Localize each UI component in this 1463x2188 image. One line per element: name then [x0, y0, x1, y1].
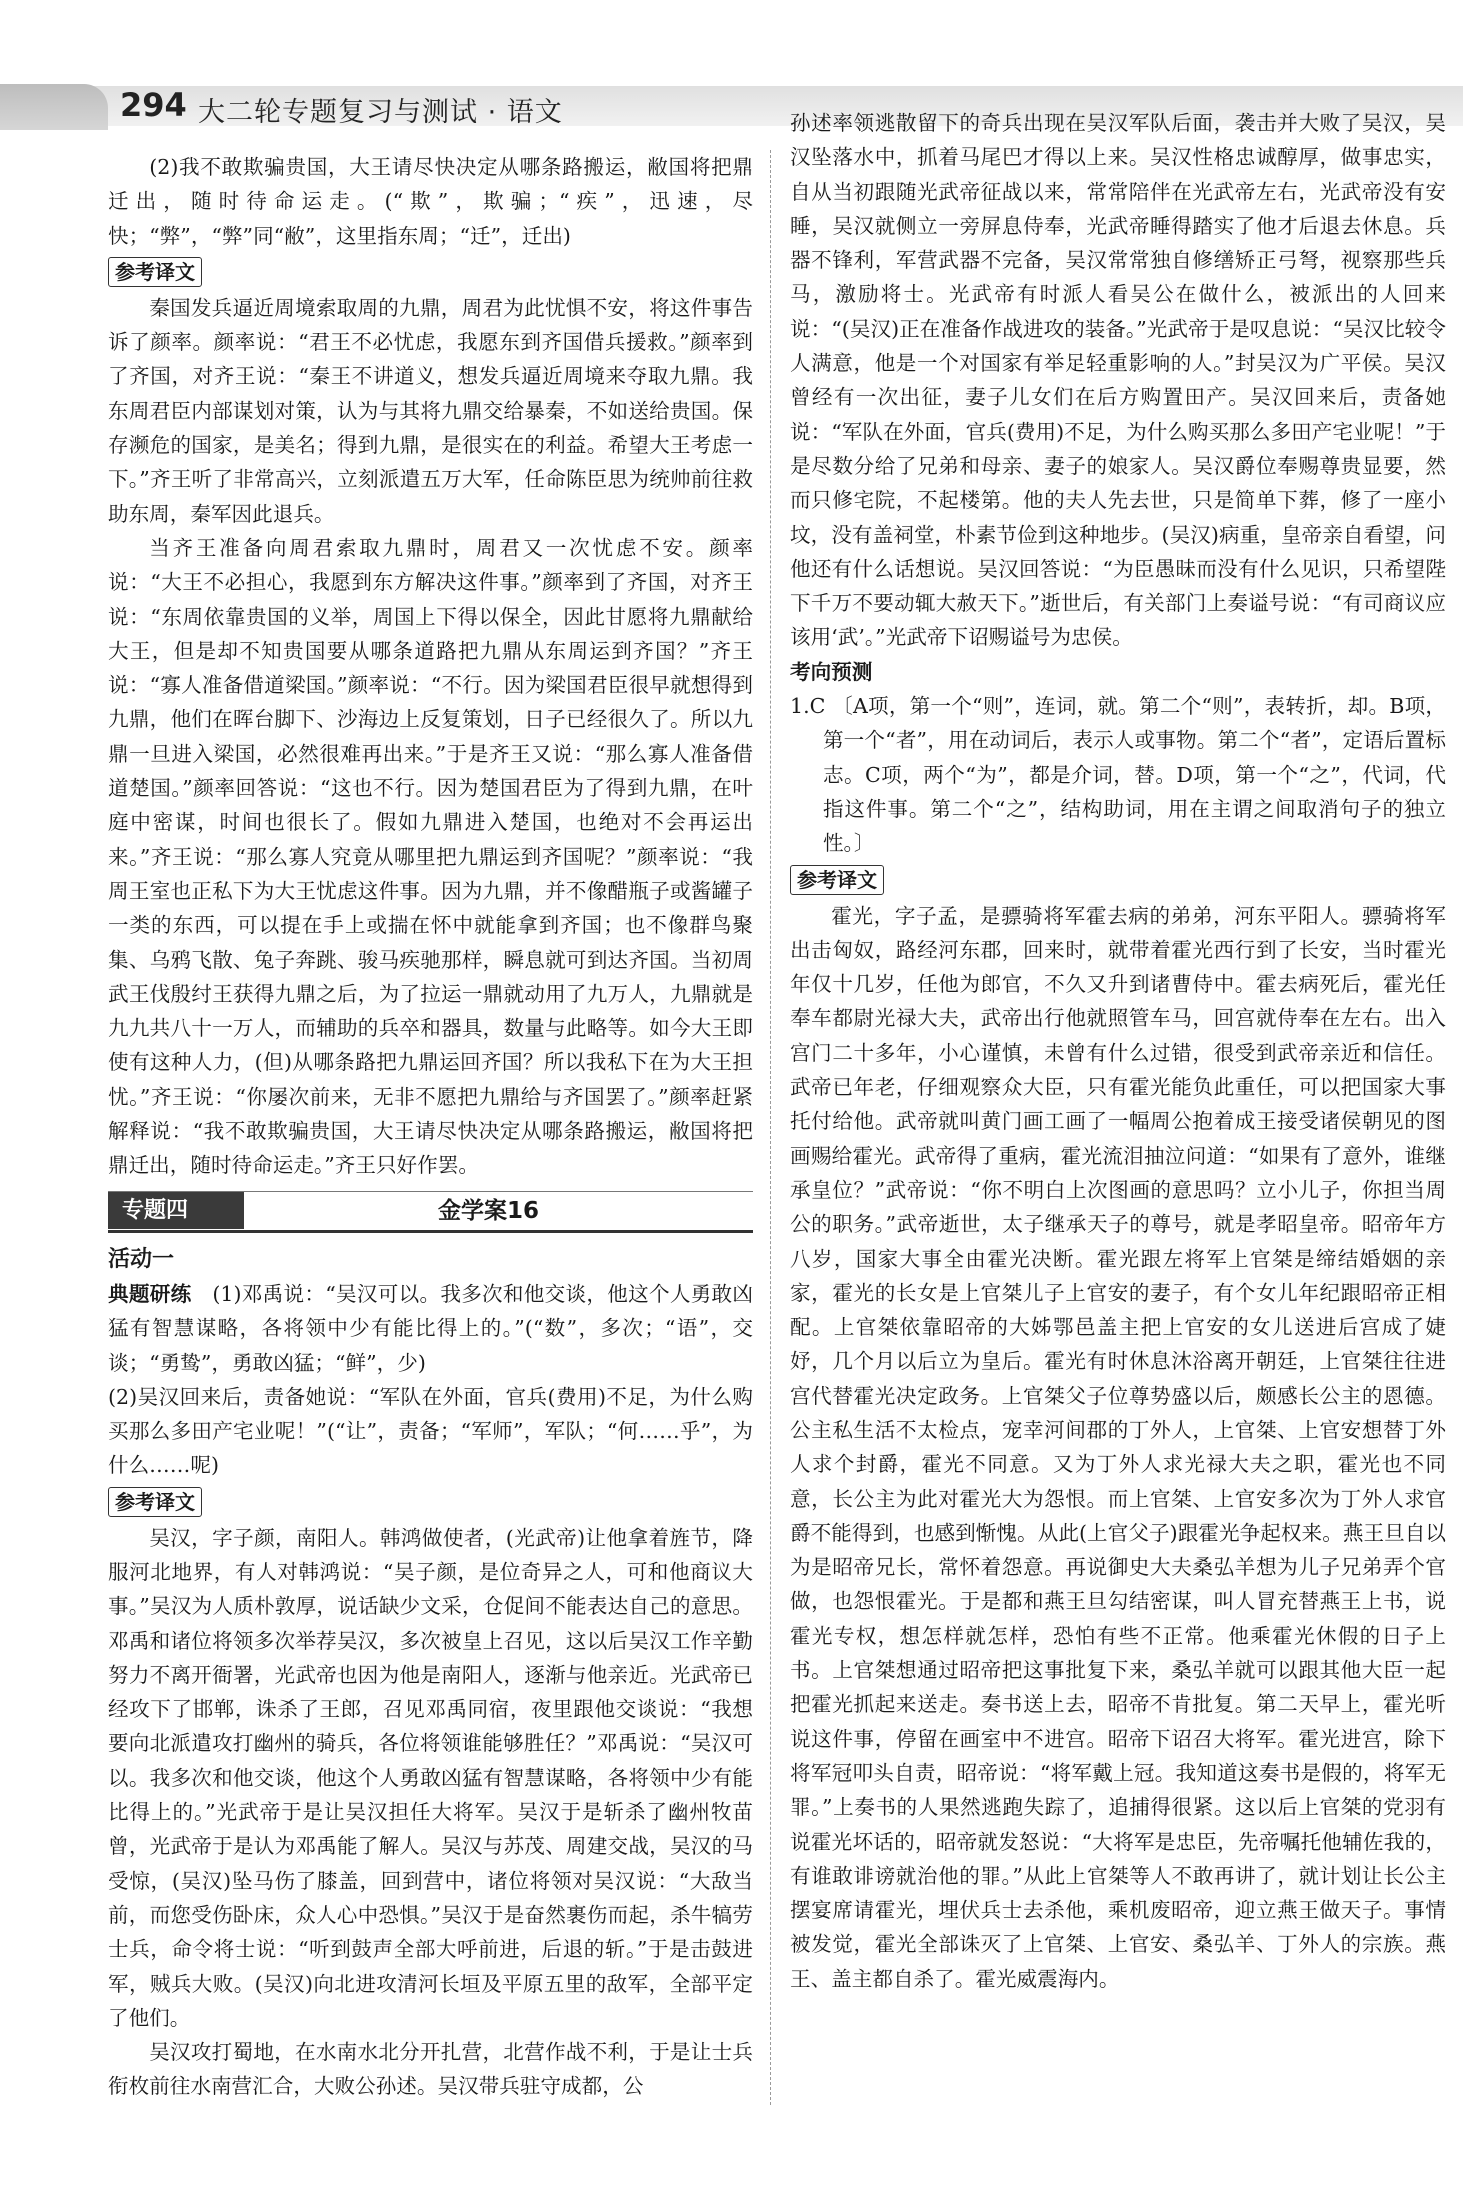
book-title: 大二轮专题复习与测试 · 语文 — [198, 97, 563, 128]
activity-heading: 活动一 — [108, 1246, 175, 1272]
translation-paragraph: 秦国发兵逼近周境索取周的九鼎，周君为此忧惧不安，将这件事告诉了颜率。颜率说：“君王不必忧虑，我愿东到齐国借兵援救。”颜率到了齐国，对齐王说：“秦王不讲道义，想发兵逼近周境来夺取九鼎。我东周君臣内部谋划对策，认为与其将九鼎交给暴秦，不如送给贵国。保存濒危的国家，是美名；得到九鼎，是很实在的利益。希望大王考虑一下。”齐王听了非常高兴，立刻派遣五万大军，任命陈臣思为统帅前往救助东周，秦军因此退兵。 — [108, 295, 753, 526]
right-column — [790, 106, 1446, 1996]
header-tab — [0, 84, 108, 130]
kaoxiang-heading: 考向预测 — [790, 659, 873, 684]
column-divider — [770, 150, 771, 2105]
translation-paragraph: 霍光，字子孟，是骠骑将军霍去病的弟弟，河东平阳人。骠骑将军出击匈奴，路经河东郡，回来时，就带着霍光西行到了长安，当时霍光年仅十几岁，任他为郎官，不久又升到诸曹侍中。霍去病死后，霍光任奉车都尉光禄大夫，武帝出行他就照管车马，回宫就侍奉在左右。出入宫门二十多年，小心谨慎，未曾有什么过错，很受到武帝亲近和信任。武帝已年老，仔细观察众大臣，只有霍光能负此重任，可以把国家大事托付给他。武帝就叫黄门画工画了一幅周公抱着成王接受诸侯朝见的图画赐给霍光。武帝得了重病，霍光流泪抽泣问道：“如果有了意外，谁继承皇位？”武帝说：“你不明白上次图画的意思吗？立小儿子，你担当周公的职务。”武帝逝世，太子继承天子的尊号，就是孝昭皇帝。昭帝年方八岁，国家大事全由霍光决断。霍光跟左将军上官桀是缔结婚姻的亲家，霍光的长女是上官桀儿子上官安的妻子，有个女儿年纪跟昭帝正相配。上官桀依靠昭帝的大姊鄂邑盖主把上官安的女儿送进后宫成了婕妤，几个月以后立为皇后。霍光有时休息沐浴离开朝廷，上官桀往往进宫代替霍光决定政务。上官桀父子位尊势盛以后，颇感长公主的恩德。公主私生活不太检点，宠幸河间郡的丁外人，上官桀、上官安想替丁外人求个封爵，霍光不同意。又为丁外人求光禄大夫之职，霍光也不同意，长公主为此对霍光大为怨恨。而上官桀、上官安多次为丁外人求官爵不能得到，也感到惭愧。从此(上官父子)跟霍光争起权来。燕王旦自以为是昭帝兄长，常怀着怨意。再说御史大夫桑弘羊想为儿子兄弟弄个官做，也怨恨霍光。于是都和燕王旦勾结密谋，叫人冒充替燕王上书，说霍光专权，想怎样就怎样，恐怕有些不正常。他乘霍光休假的日子上书。上官桀想通过昭帝把这事批复下来，桑弘羊就可以跟其他大臣一起把霍光抓起来送走。奏书送上去，昭帝不肯批复。第二天早上，霍光听说这件事，停留在画室中不进宫。昭帝下诏召大将军。霍光进宫，除下将军冠叩头自责，昭帝说：“将军戴上冠。我知道这奏书是假的，将军无罪。”上奏书的人果然逃跑失踪了，追捕得很紧。这以后上官桀的党羽有说霍光坏话的，昭帝就发怒说：“大将军是忠臣，先帝嘱托他辅佐我的，有谁敢诽谤就治他的罪。”从此上官桀等人不敢再讲了，就计划让长公主摆宴席请霍光，埋伏兵士去杀他，乘机废昭帝，迎立燕王做天子。事情被发觉，霍光全部诛灭了上官桀、上官安、桑弘羊、丁外人的宗族。燕王、盖主都自杀了。霍光威震海内。 — [790, 903, 1446, 1991]
reference-translation-tag: 参考译文 — [108, 1487, 202, 1517]
translation-paragraph: 当齐王准备向周君索取九鼎时，周君又一次忧虑不安。颜率说：“大王不必担心，我愿到东方解决这件事。”颜率到了齐国，对齐王说：“东周依靠贵国的义举，周国上下得以保全，因此甘愿将九鼎献给大王，但是却不知贵国要从哪条道路把九鼎从东周运到齐国？”齐王说：“寡人准备借道梁国。”颜率说：“不行。因为梁国君臣很早就想得到九鼎，他们在晖台脚下、沙海边上反复策划，日子已经很久了。所以九鼎一旦进入梁国，必然很难再出来。”于是齐王又说：“那么寡人准备借道楚国。”颜率回答说：“这也不行。因为楚国君臣为了得到九鼎，在叶庭中密谋，时间也很长了。假如九鼎进入楚国，也绝对不会再运出来。”齐王说：“那么寡人究竟从哪里把九鼎运到齐国呢？”颜率说：“我周王室也正私下为大王忧虑这件事。因为九鼎，并不像醋瓶子或酱罐子一类的东西，可以提在手上或揣在怀中就能拿到齐国；也不像群鸟聚集、乌鸦飞散、兔子奔跳、骏马疾驰那样，瞬息就可到达齐国。当初周武王伐殷纣王获得九鼎之后，为了拉运一鼎就动用了九万人，九鼎就是九九共八十一万人，而辅助的兵卒和器具，数量与此略等。如今大王即使有这种人力，(但)从哪条路把九鼎运回齐国？所以我私下在为大王担忧。”齐王说：“你屡次前来，无非不愿把九鼎给与齐国罢了。”颜率赶紧解释说：“我不敢欺骗贵国，大王请尽快决定从哪条路搬运，敝国将把鼎迁出，随时待命运走。”齐王只好作罢。 — [108, 535, 753, 1178]
answer-text: (1)邓禹说：“吴汉可以。我多次和他交谈，他这个人勇敢凶猛有智慧谋略，各将领中少有能比得上的。”(“数”，多次；“语”，交谈；“勇鸷”，勇敢凶猛；“鲜”，少) — [108, 1281, 754, 1375]
reference-translation-tag: 参考译文 — [108, 257, 202, 287]
section-subtitle: 金学案16 — [438, 1197, 540, 1224]
answer-paragraph — [108, 1277, 753, 1380]
translation-paragraph: 吴汉攻打蜀地，在水南水北分开扎营，北营作战不利，于是让士兵衔枚前往水南营汇合，大败公孙述。吴汉带兵驻守成都，公 — [108, 2040, 753, 2099]
section-badge: 专题四 — [108, 1192, 244, 1229]
translation-paragraph: 孙述率领逃散留下的奇兵出现在吴汉军队后面，袭击并大败了吴汉，吴汉坠落水中，抓着马尾巴才得以上来。吴汉性格忠诚醇厚，做事忠实，自从当初跟随光武帝征战以来，常常陪伴在光武帝左右，光武帝没有安睡，吴汉就侧立一旁屏息侍奉，光武帝睡得踏实了他才后退去休息。兵器不锋利，军营武器不完备，吴汉常常独自修缮矫正弓弩，视察那些兵马，激励将士。光武帝有时派人看吴公在做什么，被派出的人回来说：“(吴汉)正在准备作战进攻的装备。”光武帝于是叹息说：“吴汉比较令人满意，他是一个对国家有举足轻重影响的人。”封吴汉为广平侯。吴汉曾经有一次出征，妻子儿女们在后方购置田产。吴汉回来后，责备她说：“军队在外面，官兵(费用)不足，为什么购买那么多田产宅业呢！”于是尽数分给了兄弟和母亲、妻子的娘家人。吴汉爵位奉赐尊贵显要，然而只修宅院，不起楼第。他的夫人先去世，只是简单下葬，修了一座小坟，没有盖祠堂，朴素节俭到这种地步。(吴汉)病重，皇帝亲自看望，问他还有什么话想说。吴汉回答说：“为臣愚昧而没有什么见识，只希望陛下千万不要动辄大赦天下。”逝世后，有关部门上奏谥号说：“有司商议应该用‘武’。”光武帝下诏赐谥号为忠侯。 — [790, 111, 1446, 650]
translation-paragraph: 吴汉，字子颜，南阳人。韩鸿做使者，(光武帝)让他拿着旌节，降服河北地界，有人对韩鸿说：“吴子颜，是位奇异之人，可和他商议大事。”吴汉为人质朴敦厚，说话缺少文采，仓促间不能表达自己的意思。邓禹和诸位将领多次举荐吴汉，多次被皇上召见，这以后吴汉工作辛勤努力不离开衙署，光武帝也因为他是南阳人，逐渐与他亲近。光武帝已经攻下了邯郸，诛杀了王郎，召见邓禹同宿，夜里跟他交谈说：“我想要向北派遣攻打幽州的骑兵，各位将领谁能够胜任？”邓禹说：“吴汉可以。我多次和他交谈，他这个人勇敢凶猛有智慧谋略，各将领中少有能比得上的。”光武帝于是让吴汉担任大将军。吴汉于是斩杀了幽州牧苗曾，光武帝于是认为邓禹能了解人。吴汉与苏茂、周建交战，吴汉的马受惊，(吴汉)坠马伤了膝盖，回到营中，诸位将领对吴汉说：“大敌当前，而您受伤卧床，众人心中恐惧。”吴汉于是奋然裹伤而起，杀牛犒劳士兵，命令将士说：“听到鼓声全部大呼前进，后退的斩。”于是击鼓进军，贼兵大败。(吴汉)向北进攻清河长垣及平原五里的敌军，全部平定了他们。 — [108, 1525, 753, 2030]
typical-label: 典题研练 — [108, 1281, 192, 1306]
section-banner — [108, 1191, 753, 1233]
answer-paragraph: 1.C 〔A项，第一个“则”，连词，就。第二个“则”，表转折，却。B项，第一个“者”，用在动词后，表示人或事物。第二个“者”，定语后置标志。C项，两个“为”，都是介词，替。D项，第一个“之”，代词，代指这件事。第二个“之”，结构助词，用在主谓之间取消句子的独立性。〕 — [790, 694, 1446, 856]
answer-paragraph: (2)我不敢欺骗贵国，大王请尽快决定从哪条路搬运，敝国将把鼎迁出，随时待命运走。(“欺”，欺骗；“疾”，迅速，尽快；“弊”，“弊”同“敝”，这里指东周；“迁”，迁出) — [108, 155, 753, 248]
reference-translation-tag: 参考译文 — [790, 865, 884, 895]
page-number: 294 — [120, 86, 187, 124]
answer-paragraph: (2)吴汉回来后，责备她说：“军队在外面，官兵(费用)不足，为什么购买那么多田产宅业呢！”(“让”，责备；“军师”，军队；“何……乎”，为什么……呢) — [108, 1384, 753, 1478]
left-column — [108, 150, 753, 2104]
